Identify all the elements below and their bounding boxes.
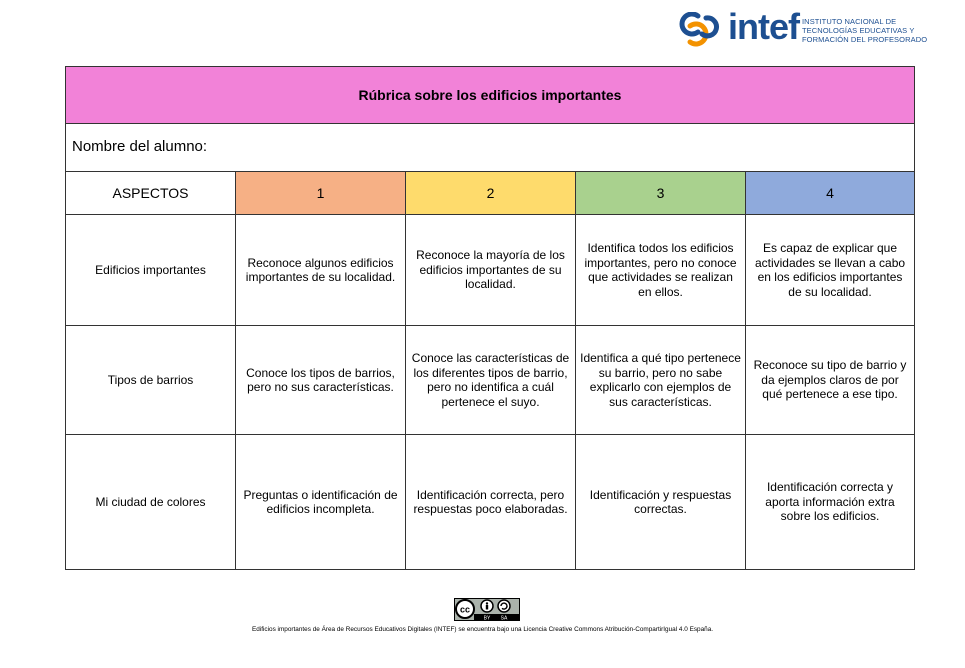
header-aspects: ASPECTOS — [66, 172, 236, 215]
rubric-title: Rúbrica sobre los edificios importantes — [66, 67, 915, 124]
student-name-row — [66, 124, 915, 172]
intef-logo — [676, 6, 936, 50]
license-footer-text: Edificios importantes de Área de Recursos Educativos Digitales (INTEF) se encuentra bajo una Licencia Creative Commons Atribución-CompartirIgual 4.0 España. — [251, 626, 714, 633]
header-level-1: 1 — [236, 172, 406, 215]
level-cell: Reconoce su tipo de barrio y da ejemplos claros de por qué pertenece a ese tipo. — [746, 326, 915, 435]
rubric-title-row — [66, 67, 915, 124]
level-cell: Reconoce la mayoría de los edificios importantes de su localidad. — [406, 215, 576, 326]
level-cell: Reconoce algunos edificios importantes de su localidad. — [236, 215, 406, 326]
student-name-label: Nombre del alumno: — [66, 124, 915, 172]
svg-text:SA: SA — [500, 615, 508, 621]
level-cell: Identificación correcta, pero respuestas poco elaboradas. — [406, 435, 576, 570]
cc-by-sa-badge-icon[interactable] — [454, 598, 520, 621]
aspect-cell: Edificios importantes — [66, 215, 236, 326]
level-cell: Es capaz de explicar que actividades se llevan a cabo en los edificios importantes de su localidad. — [746, 215, 915, 326]
table-row — [66, 326, 915, 435]
level-cell: Preguntas o identificación de edificios incompleta. — [236, 435, 406, 570]
aspect-cell: Tipos de barrios — [66, 326, 236, 435]
table-row — [66, 215, 915, 326]
level-cell: Identificación y respuestas correctas. — [576, 435, 746, 570]
table-row — [66, 435, 915, 570]
header-level-3: 3 — [576, 172, 746, 215]
rubric-table — [65, 66, 915, 570]
level-cell: Conoce las características de los diferentes tipos de barrio, pero no identifica a cuál pertenece el suyo. — [406, 326, 576, 435]
intef-logo-subtitle: INSTITUTO NACIONAL DE TECNOLOGÍAS EDUCATIVAS Y FORMACIÓN DEL PROFESORADO — [802, 17, 928, 44]
level-cell: Identificación correcta y aporta información extra sobre los edificios. — [746, 435, 915, 570]
level-cell: Conoce los tipos de barrios, pero no sus características. — [236, 326, 406, 435]
svg-text:BY: BY — [483, 615, 491, 621]
header-row — [66, 172, 915, 215]
header-level-4: 4 — [746, 172, 915, 215]
header-level-2: 2 — [406, 172, 576, 215]
level-cell: Identifica a qué tipo pertenece su barrio, pero no sabe explicarlo con ejemplos de sus características. — [576, 326, 746, 435]
aspect-cell: Mi ciudad de colores — [66, 435, 236, 570]
svg-text:cc: cc — [459, 604, 471, 615]
level-cell: Identifica todos los edificios importantes, pero no conoce que actividades se realizan en ellos. — [576, 215, 746, 326]
intef-logo-mark-icon — [676, 12, 720, 48]
intef-logo-word: intef — [728, 6, 799, 47]
